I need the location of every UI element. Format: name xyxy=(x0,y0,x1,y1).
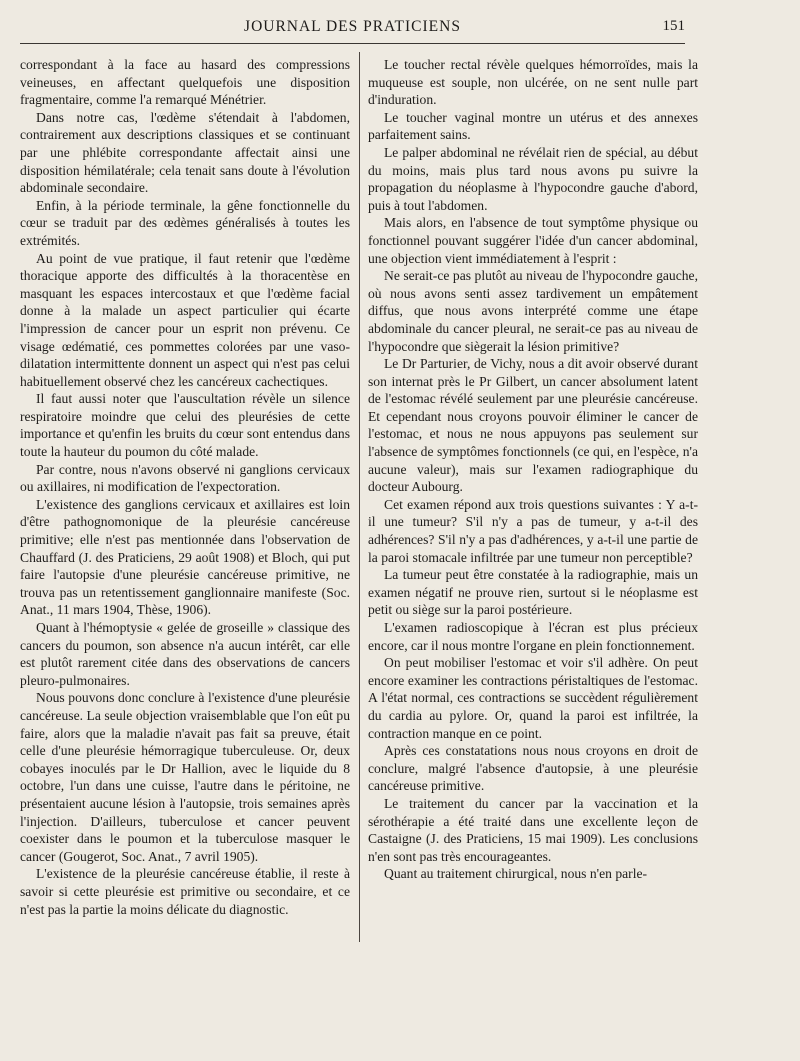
paragraph: Le traitement du cancer par la vaccination et la sérothérapie a été traité dans une excellente leçon de Castaigne (J. des Praticiens, 15 mai 1909). Les conclusions n'en sont pas très encourageantes. xyxy=(368,795,698,864)
journal-title: JOURNAL DES PRATICIENS xyxy=(244,18,461,35)
right-column xyxy=(368,56,698,883)
paragraph: Par contre, nous n'avons observé ni ganglions cervicaux ou axillaires, ni modification de l'expectoration. xyxy=(20,461,350,495)
paragraph: Quant au traitement chirurgical, nous n'en parle- xyxy=(384,866,648,882)
paragraph: L'existence de la pleurésie cancéreuse établie, il reste à savoir si cette pleurésie est primitive ou secondaire, et ce n'est pas la partie la moins délicate du diagnostic. xyxy=(20,866,350,917)
left-column xyxy=(20,56,350,918)
column-divider xyxy=(359,52,360,942)
paragraph: Mais alors, en l'absence de tout symptôme physique ou fonctionnel pouvant suggérer l'idée d'un cancer abdominal, une objection vient immédiatement à l'esprit : xyxy=(368,215,698,266)
paragraph: L'existence des ganglions cervicaux et axillaires est loin d'être pathognomonique de la pleurésie cancéreuse primitive; elle n'est pas mentionnée dans l'observation de Chauffard (J. des Praticiens, 29 août 1908) et Bloch, qui put faire l'autopsie d'une pleurésie cancéreuse primitive, ne trouva pas un retentissement ganglionnaire manifeste (Soc. Anat., 11 mars 1904, Thèse, 1906). xyxy=(20,496,350,618)
paragraph: correspondant à la face au hasard des compressions veineuses, en affectant quelquefois une disposition fragmentaire, comme l'a remarqué Ménétrier. xyxy=(20,57,350,108)
paragraph: Cet examen répond aux trois questions suivantes : Y a-t-il une tumeur? S'il n'y a pas de tumeur, y a-t-il des adhérences? S'il n'y a pas d'adhérences, y a-t-il une partie de la paroi stomacale infiltrée par une tumeur non perceptible? xyxy=(368,496,698,565)
paragraph: Enfin, à la période terminale, la gêne fonctionnelle du cœur se traduit par des œdèmes généralisés à toutes les extrémités. xyxy=(20,197,350,248)
running-header xyxy=(20,14,685,42)
paragraph: L'examen radioscopique à l'écran est plus précieux encore, car il nous montre l'organe en plein fonctionnement. xyxy=(368,620,698,653)
paragraph: La tumeur peut être constatée à la radiographie, mais un examen négatif ne prouve rien, surtout si le néoplasme est petit ou siège sur la paroi postérieure. xyxy=(368,567,698,618)
paragraph: Le toucher vaginal montre un utérus et des annexes parfaitement sains. xyxy=(368,109,698,143)
header-rule xyxy=(20,43,685,44)
paragraph: Le palper abdominal ne révélait rien de spécial, au début du moins, mais plus tard nous avons pu suivre la propagation du néoplasme à l'hypocondre gauche d'abord, puis à tout l'abdomen. xyxy=(368,144,698,213)
paragraph: Nous pouvons donc conclure à l'existence d'une pleurésie cancéreuse. La seule objection vraisemblable que l'on eût pu faire, alors que la maladie n'avait pas fait sa preuve, était celle d'une pleurésie hémorragique tuberculeuse. Or, deux cobayes inoculés par le Dr Hallion, avec le liquide du 8 octobre, l'un dans une cuisse, l'autre dans le péritoine, ne présentaient aucune lésion à l'autopsie, trois semaines après l'injection. D'ailleurs, tuberculose et cancer peuvent coexister dans le poumon et la tuberculose masquer le cancer (Gougerot, Soc. Anat., 7 avril 1905). xyxy=(20,690,350,864)
paragraph: Après ces constatations nous nous croyons en droit de conclure, malgré l'absence d'autopsie, à une pleurésie cancéreuse primitive. xyxy=(368,743,698,794)
paragraph: Le toucher rectal révèle quelques hémorroïdes, mais la muqueuse est souple, non ulcérée, on ne sent nulle part d'induration. xyxy=(368,57,698,108)
page-number: 151 xyxy=(662,18,685,34)
paragraph: Il faut aussi noter que l'auscultation révèle un silence respiratoire moindre que celui des pleurésies de cette importance et qu'enfin les bruits du cœur sont entendus dans toute la hauteur du poumon du côté malade. xyxy=(20,391,350,460)
paragraph: Au point de vue pratique, il faut retenir que l'œdème thoracique apporte des difficultés à la thoracentèse en masquant les espaces intercostaux et que l'œdème facial donne à la malade un aspect particulier qui écarte l'impression de cancer pour un esprit non prévenu. Ce visage œdématié, ces pommettes colorées par une vaso-dilatation intermittente donnent un aspect qui n'est pas celui habituellement observé chez les cancéreux cachectiques. xyxy=(20,250,350,389)
paragraph: On peut mobiliser l'estomac et voir s'il adhère. On peut encore examiner les contractions péristaltiques de l'estomac. A l'état normal, ces contractions se succèdent régulièrement du cardia au pylore. Or, quand la paroi est infiltrée, la contraction manque en ce point. xyxy=(368,655,698,741)
paragraph: Quant à l'hémoptysie « gelée de groseille » classique des cancers du poumon, son absence n'a aucun intérêt, car elle est plutôt rarement citée dans des observations de cancers pleuro-pulmonaires. xyxy=(20,620,350,688)
paragraph: Dans notre cas, l'œdème s'étendait à l'abdomen, contrairement aux descriptions classiques et se continuant par une phlébite correspondante affectait ainsi une disposition hémilatérale; cela tenait sans doute à l'évolution abdominale secondaire. xyxy=(20,109,350,196)
paragraph: Ne serait-ce pas plutôt au niveau de l'hypocondre gauche, où nous avons senti assez tardivement un empâtement diffus, que nous avons interprété comme une étape abdominale du cancer pleural, ne serait-ce pas au niveau de l'hypocondre que siègerait la lésion primitive? xyxy=(368,268,698,354)
paragraph: Le Dr Parturier, de Vichy, nous a dit avoir observé durant son internat près le Pr Gilbert, un cancer absolument latent de l'estomac révélé seulement par une pleurésie cancéreuse. Et cependant nous croyons pouvoir éliminer le cancer de l'estomac, et nous ne nous appuyons pas seulement sur l'absence de symptômes fonctionnels (ce qui, en l'espèce, n'a aucune valeur), mais sur l'examen radiographique du docteur Aubourg. xyxy=(368,356,698,495)
